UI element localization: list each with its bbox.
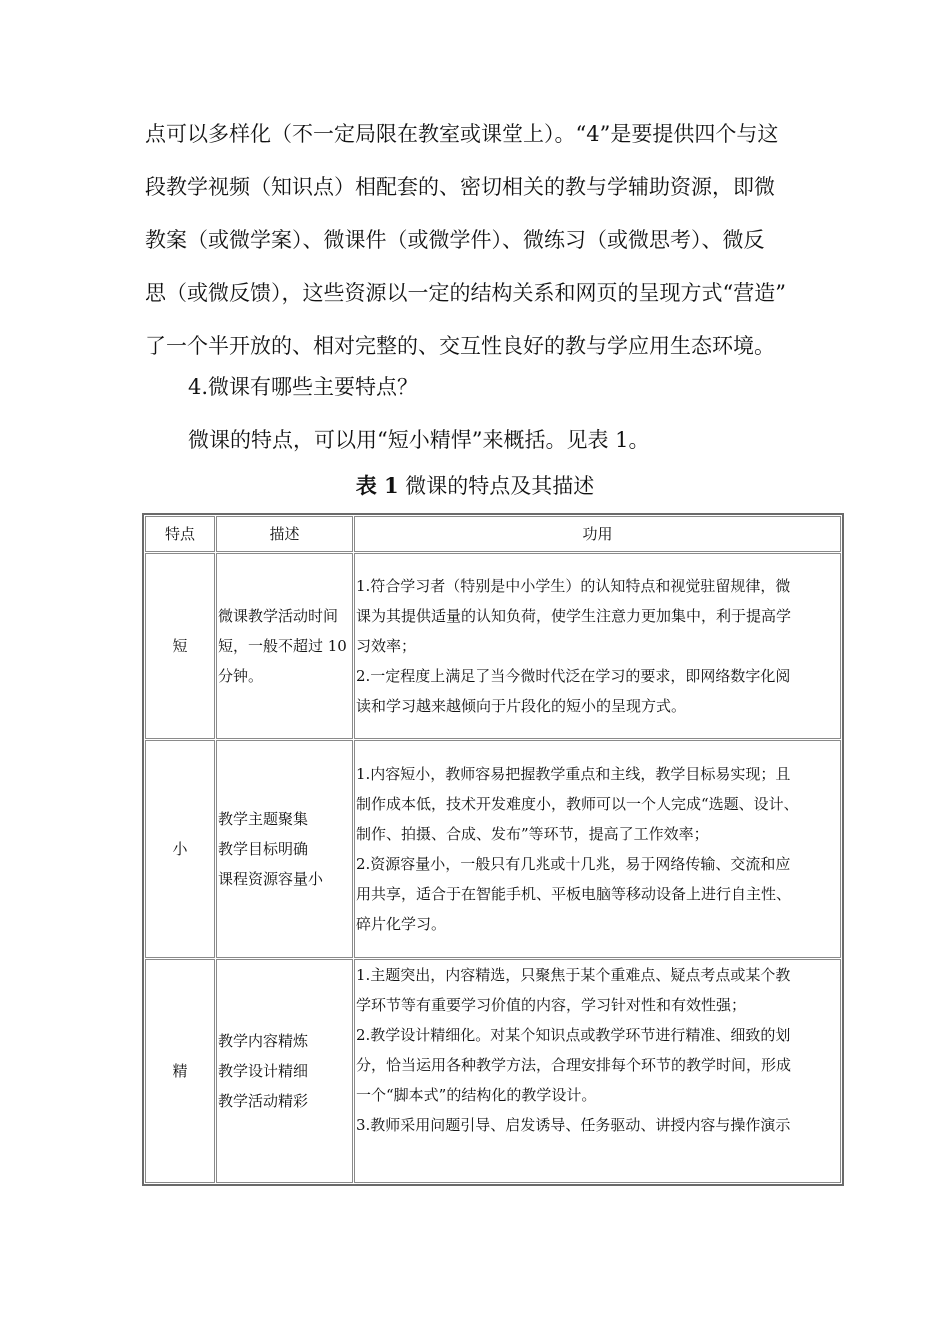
paragraph-line: 思（或微反馈），这些资源以一定的结构关系和网页的呈现方式“营造” — [145, 281, 786, 305]
feature-cell: 精 — [145, 959, 215, 1183]
table-caption — [0, 470, 950, 500]
feature-cell: 小 — [145, 740, 215, 958]
header-function: 功用 — [354, 516, 841, 552]
paragraph-line: 点可以多样化（不一定局限在教室或课堂上）。“4”是要提供四个与这 — [145, 122, 779, 146]
caption-title: 微课的特点及其描述 — [398, 474, 595, 498]
table-row — [145, 959, 841, 1183]
section-question: 4.微课有哪些主要特点？ — [188, 375, 419, 399]
function-cell: 1.符合学习者（特别是中小学生）的认知特点和视觉驻留规律，微 课为其提供适量的认知负荷，使学生注意力更加集中，利于提高学 习效率； 2.一定程度上满足了当今微时代泛在学习的要求，即网络数字化阅 读和学习越来越倾向于片段化的短小的呈现方式。 — [354, 553, 841, 739]
paragraph-line: 段教学视频（知识点）相配套的、密切相关的教与学辅助资源，即微 — [145, 175, 775, 199]
header-feature: 特点 — [145, 516, 215, 552]
description-cell: 教学内容精炼 教学设计精细 教学活动精彩 — [216, 959, 353, 1183]
features-table — [142, 513, 844, 1186]
paragraph-line: 了一个半开放的、相对完整的、交互性良好的教与学应用生态环境。 — [145, 334, 775, 358]
description-cell: 微课教学活动时间 短，一般不超过 10 分钟。 — [216, 553, 353, 739]
function-cell: 1.主题突出，内容精选，只聚焦于某个重难点、疑点考点或某个教 学环节等有重要学习价值的内容，学习针对性和有效性强； 2.教学设计精细化。对某个知识点或教学环节进行精准、细致的划 分，恰当运用各种教学方法，合理安排每个环节的教学时间，形成 一个“脚本式”的结构化的教学设计。 3.教师采用问题引导、启发诱导、任务驱动、讲授内容与操作演示 — [354, 959, 841, 1183]
body-paragraph — [145, 108, 815, 373]
caption-label: 表 1 — [355, 473, 399, 498]
paragraph-line: 教案（或微学案）、微课件（或微学件）、微练习（或微思考）、微反 — [145, 228, 765, 252]
description-cell: 教学主题聚集 教学目标明确 课程资源容量小 — [216, 740, 353, 958]
feature-cell: 短 — [145, 553, 215, 739]
summary-text: 微课的特点，可以用“短小精悍”来概括。见表 1。 — [188, 428, 650, 452]
table-header-row — [145, 516, 841, 552]
function-cell: 1.内容短小，教师容易把握教学重点和主线，教学目标易实现；且 制作成本低，技术开发难度小，教师可以一个人完成“选题、设计、 制作、拍摄、合成、发布”等环节，提高了工作效率； 2.资源容量小，一般只有几兆或十几兆，易于网络传输、交流和应 用共享，适合于在智能手机、平板电脑等移动设备上进行自主性、 碎片化学习。 — [354, 740, 841, 958]
header-description: 描述 — [216, 516, 353, 552]
table-row — [145, 553, 841, 739]
table-row — [145, 740, 841, 958]
